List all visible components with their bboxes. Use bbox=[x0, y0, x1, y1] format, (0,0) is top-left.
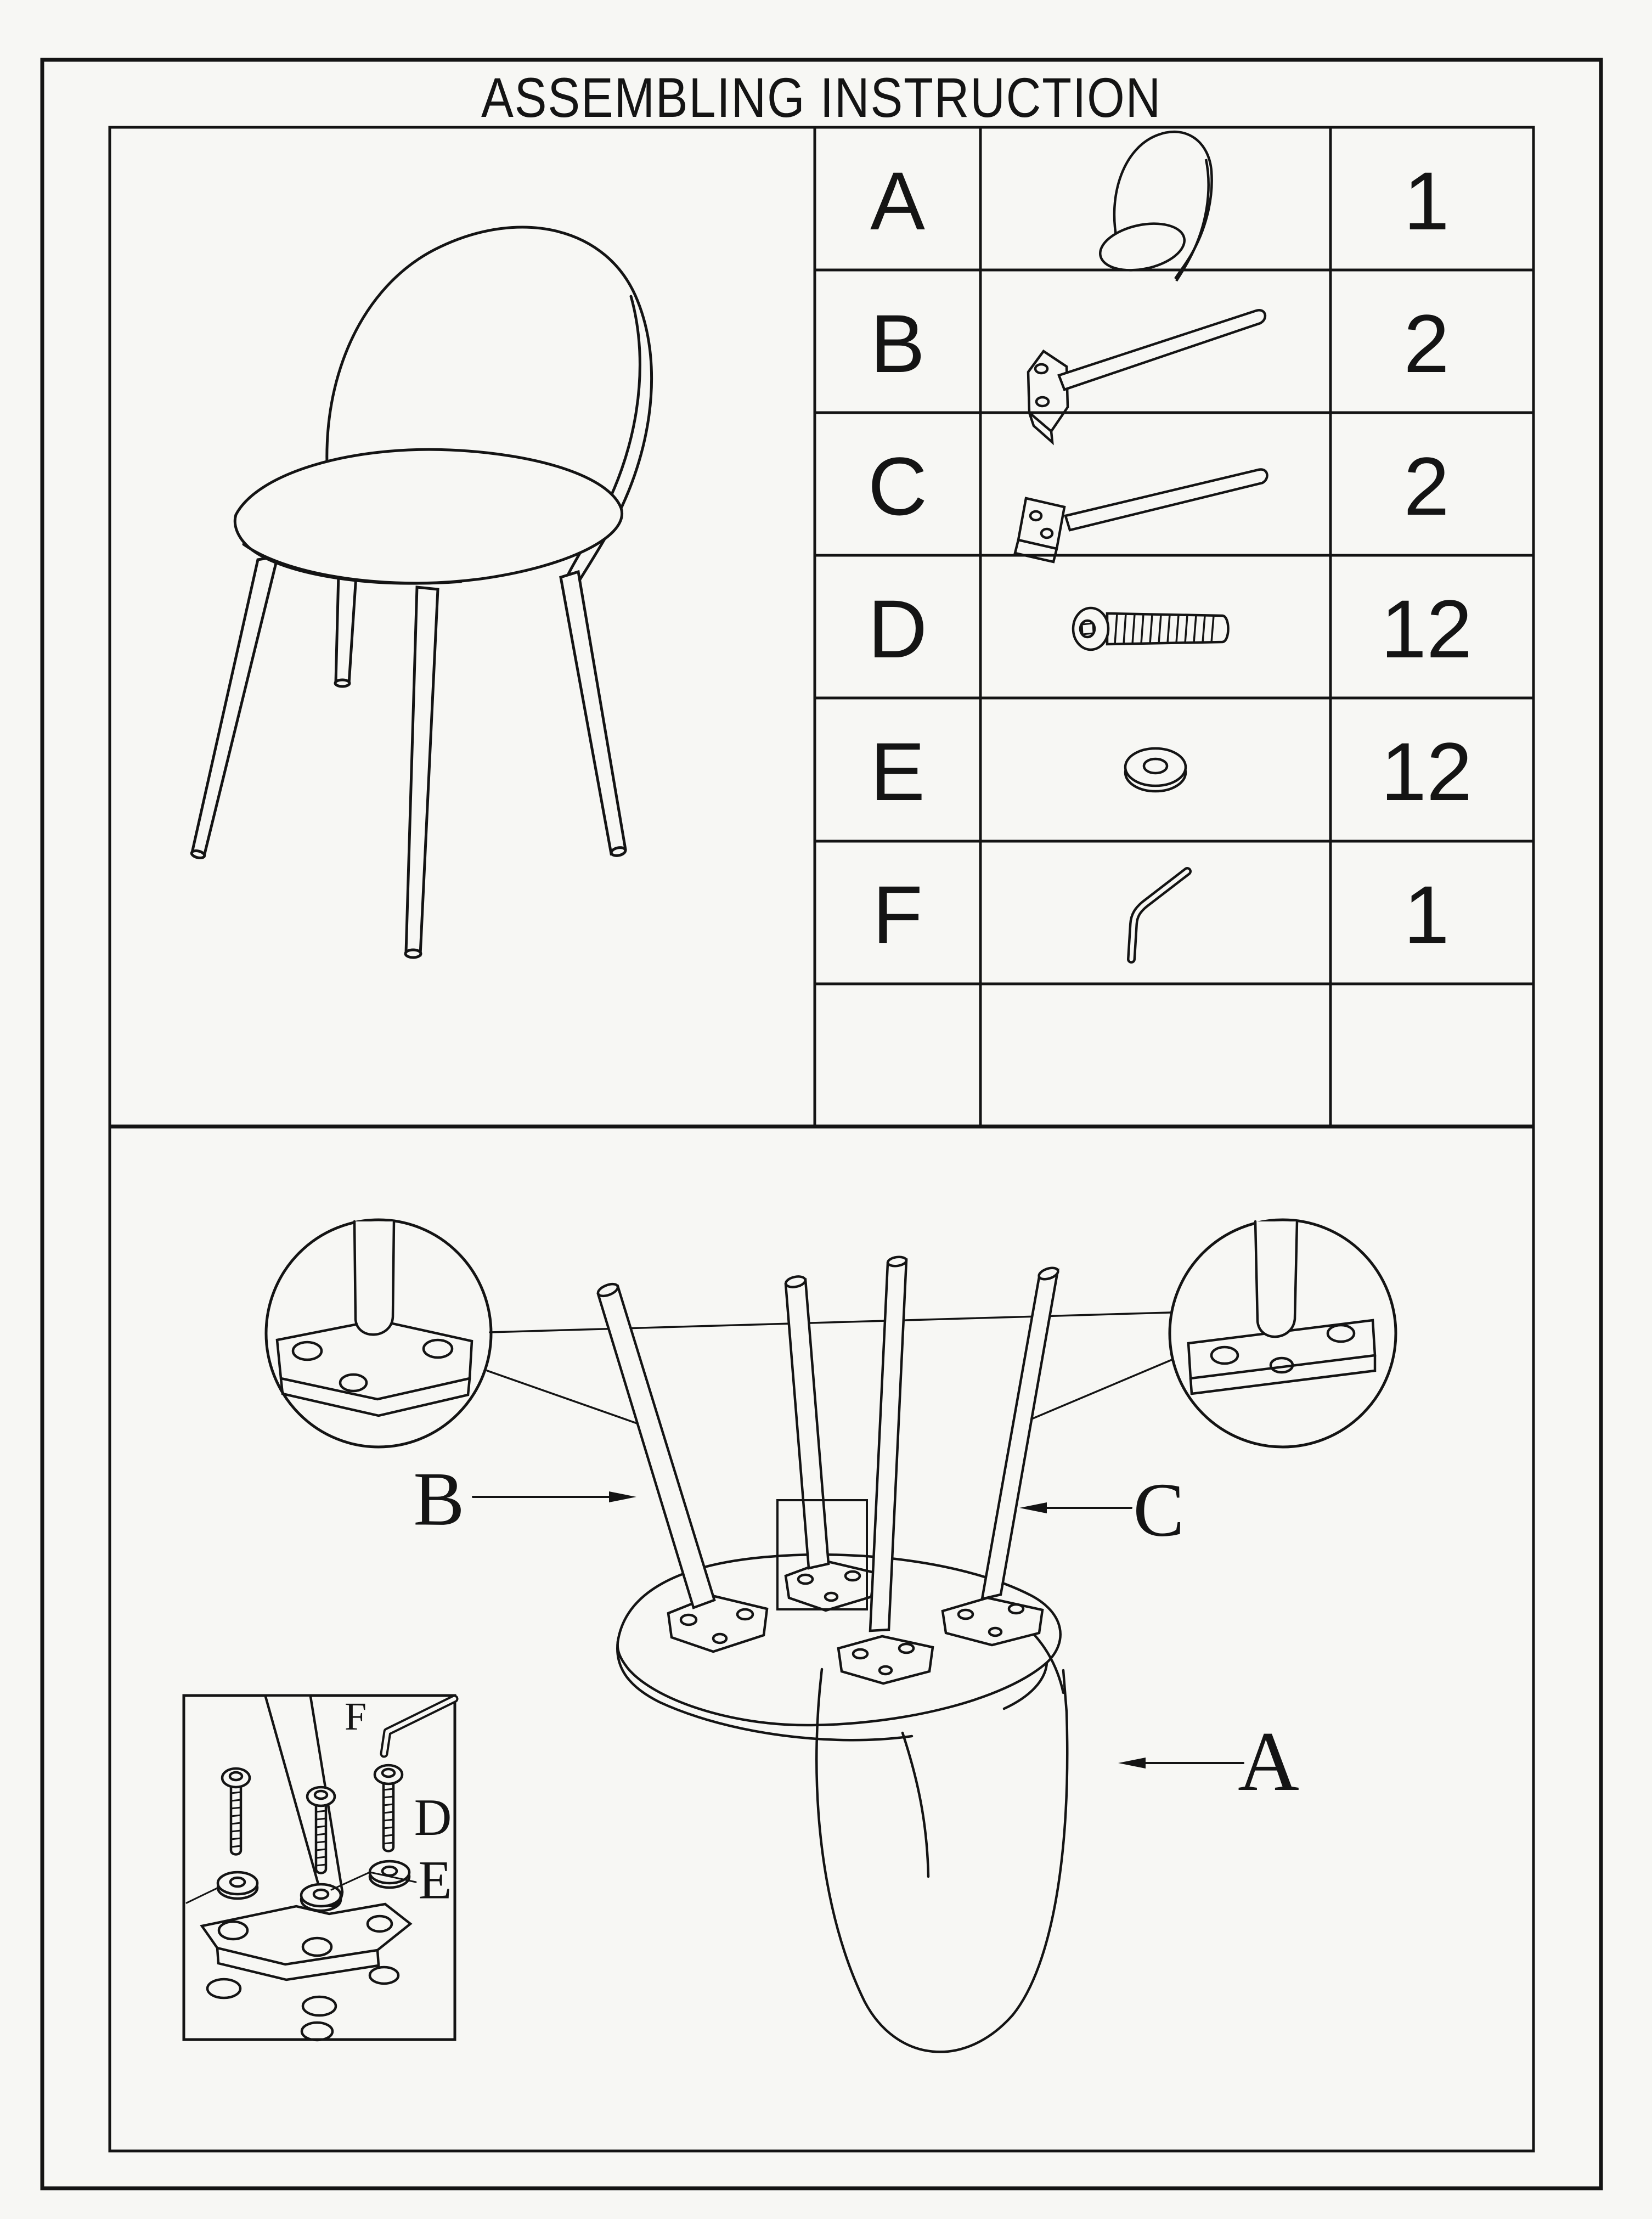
part-id-d: D bbox=[867, 583, 928, 675]
qty-e: 12 bbox=[1380, 725, 1473, 818]
label-washer-e: E bbox=[418, 1849, 452, 1911]
screw-right bbox=[375, 1765, 402, 1851]
table-row-b bbox=[870, 297, 1450, 442]
label-allen-key-f: F bbox=[344, 1694, 367, 1738]
chair-shell-icon bbox=[1096, 132, 1211, 281]
table-row-d bbox=[868, 583, 1473, 675]
outer-border bbox=[42, 60, 1601, 2188]
label-screw-d: D bbox=[414, 1788, 452, 1846]
label-leg-b: B bbox=[413, 1456, 465, 1542]
part-id-f: F bbox=[872, 869, 923, 961]
table-row-c bbox=[868, 440, 1450, 562]
table-row-f bbox=[872, 869, 1450, 961]
washer-left bbox=[218, 1872, 257, 1899]
screw-icon bbox=[1073, 608, 1228, 650]
part-id-e: E bbox=[870, 725, 926, 818]
chair-seat-outline bbox=[235, 449, 622, 583]
allen-key-icon bbox=[1131, 871, 1187, 959]
magnifier-leg-b-detail bbox=[266, 1220, 491, 1447]
arrow-b bbox=[473, 1491, 636, 1502]
leg-b-front bbox=[596, 1282, 714, 1608]
hardware-detail-inset bbox=[184, 1696, 455, 2040]
leg-c-right bbox=[982, 1266, 1059, 1599]
inset-allen-key bbox=[384, 1699, 454, 1754]
table-row-a bbox=[870, 132, 1450, 281]
leg-with-corner-plate-icon bbox=[1028, 310, 1265, 442]
arrow-a bbox=[1118, 1758, 1243, 1769]
washer-right bbox=[370, 1861, 409, 1888]
parts-table bbox=[868, 132, 1473, 961]
parts-table-grid bbox=[110, 127, 1533, 1127]
chair-legs bbox=[191, 551, 626, 958]
magnifier-leg-c-detail bbox=[1170, 1220, 1396, 1447]
qty-f: 1 bbox=[1403, 869, 1450, 961]
leg-with-rect-plate-icon bbox=[1015, 469, 1267, 562]
page-title: ASSEMBLING INSTRUCTION bbox=[481, 66, 1162, 129]
arrow-c bbox=[1019, 1502, 1131, 1513]
washer-icon bbox=[1125, 748, 1186, 791]
leg-b-inner bbox=[785, 1275, 828, 1568]
chair-illustration bbox=[191, 227, 652, 958]
qty-c: 2 bbox=[1403, 440, 1450, 532]
part-id-b: B bbox=[870, 297, 926, 390]
part-id-c: C bbox=[867, 440, 928, 532]
magnified-leg-b bbox=[354, 1221, 394, 1334]
magnifier-leader-lines bbox=[487, 1313, 1172, 1427]
assembly-diagram bbox=[266, 1220, 1396, 2052]
qty-a: 1 bbox=[1403, 155, 1450, 247]
qty-d: 12 bbox=[1380, 583, 1473, 675]
magnified-leg-c bbox=[1255, 1221, 1297, 1337]
part-id-a: A bbox=[870, 155, 926, 247]
label-leg-c: C bbox=[1133, 1467, 1185, 1553]
page-frame bbox=[42, 60, 1601, 2188]
qty-b: 2 bbox=[1403, 297, 1450, 390]
table-row-e bbox=[870, 725, 1472, 818]
label-shell-a: A bbox=[1238, 1714, 1299, 1809]
screw-left bbox=[222, 1769, 250, 1855]
